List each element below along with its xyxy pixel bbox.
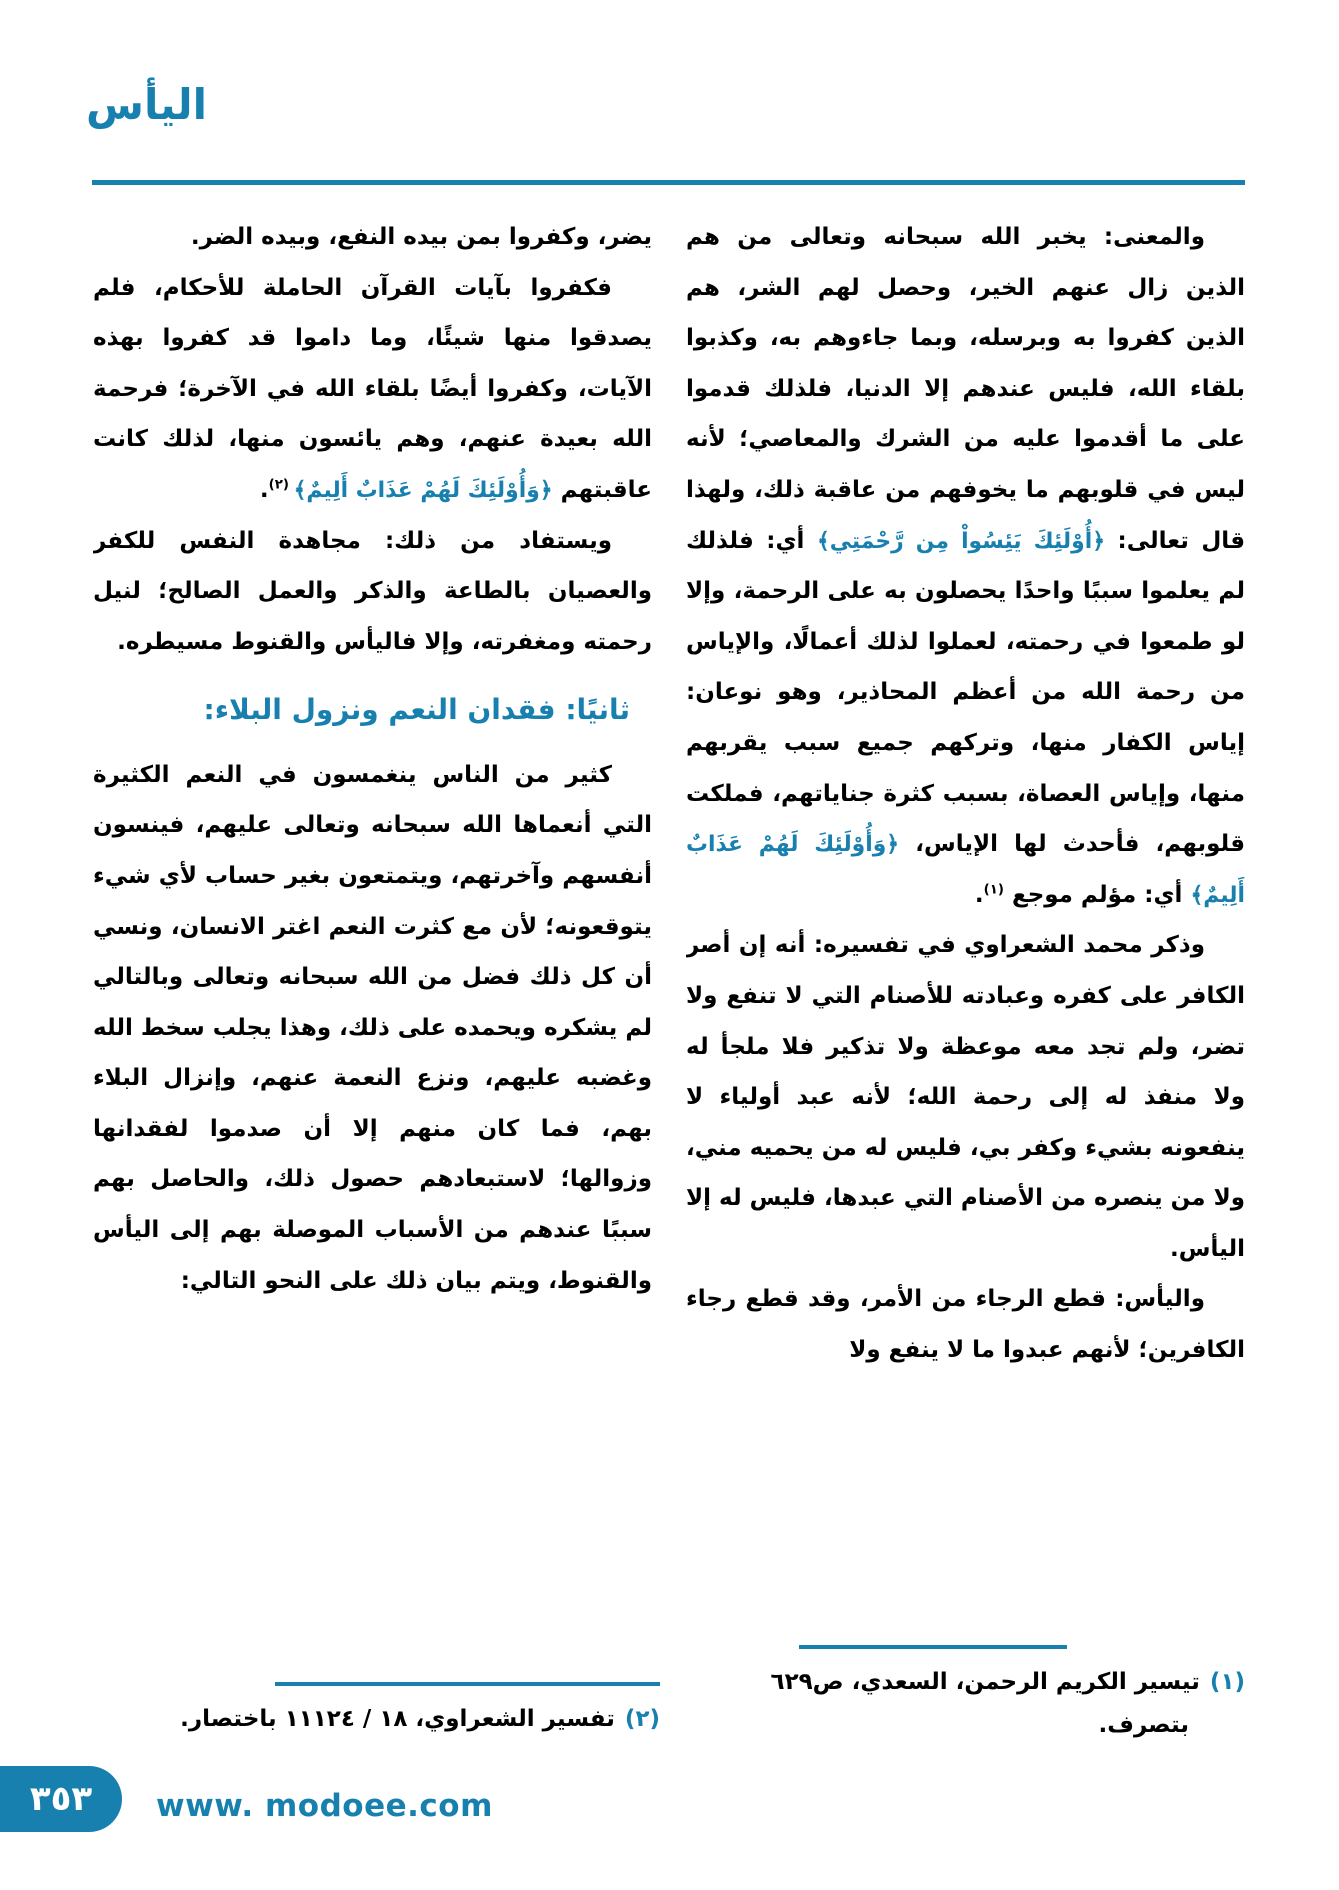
quran-verse: ﴿أُوْلَئِكَ يَئِسُواْ مِن رَّحْمَتِي﴾ [816,528,1106,554]
footnote-number: (٢) [624,1706,660,1732]
paragraph [93,750,652,1307]
body-text: والمعنى: يخبر الله سبحانه وتعالى من هم الذين زال عنهم الخير، وحصل لهم الشر، هم الذين كفروا به وبرسله، وبما جاءوهم به، وكذبوا بلقاء الله، فليس عندهم إلا الدنيا، فلذلك قدموا على ما أقدموا عليه من الشرك والمعاصي؛ لأنه ليس في قلوبهم ما يخوفهم من عاقبة ذلك، ولهذا قال تعالى: [686,224,1245,554]
footnote-separator [799,1645,1067,1649]
paragraph [93,212,652,263]
column-left [93,212,652,1657]
page-content [93,212,1245,1657]
header-divider [92,180,1245,185]
body-text: فكفروا بآيات القرآن الحاملة للأحكام، فلم يصدقوا منها شيئًا، وما داموا قد كفروا بهذه الآيات، وكفروا أيضًا بلقاء الله في الآخرة؛ فرحمة الله بعيدة عنهم، وهم يائسون منها، لذلك كانت عاقبتهم [93,274,652,503]
body-text: ثانيًا: فقدان النعم ونزول البلاء: [203,693,630,727]
body-text: كثير من الناس ينغمسون في النعم الكثيرة التي أنعماها الله سبحانه وتعالى عليهم، فينسون أنفسهم وآخرتهم، ويتمتعون بغير حساب لأي شيء يتوقعونه؛ لأن مع كثرت النعم اغتر الانسان، ونسي أن كل ذلك فضل من الله سبحانه وتعالى وبالتالي لم يشكره ويحمده على ذلك، وهذا يجلب سخط الله وغضبه عليهم، ونزع النعمة عنهم، وإنزال البلاء بهم، فما كان منهم إلا أن صدموا لفقدانها وزوالها؛ لاستبعادهم حصول ذلك، والحاصل بهم سببًا عندهم من الأسباب الموصلة بهم إلى اليأس والقنوط، ويتم بيان ذلك على النحو التالي: [93,761,652,1294]
footnote-text: تيسير الكريم الرحمن، السعدي، ص٦٢٩ بتصرف. [770,1669,1200,1738]
body-text: يضر، وكفروا بمن بيده النفع، وبيده الضر. [190,224,652,250]
footnote [689,1661,1245,1746]
paragraph [686,212,1245,920]
footnote-separator [275,1682,660,1686]
column-right [686,212,1245,1657]
footnote-number: (١) [1209,1669,1245,1695]
paragraph [686,1274,1245,1375]
footnote-marker: (٢) [268,477,294,493]
quran-verse: ﴿وَأُوْلَئِكَ لَهُمْ عَذَابٌ أَلِيمٌ﴾ [686,832,1245,908]
quran-verse: ﴿وَأُوْلَئِكَ لَهُمْ عَذَابٌ أَلِيمٌ﴾ [293,477,553,503]
body-text: ويستفاد من ذلك: مجاهدة النفس للكفر والعصيان بالطاعة والذكر والعمل الصالح؛ لنيل رحمته ومغفرته، وإلا فاليأس والقنوط مسيطره. [93,527,652,655]
footnote-text: تفسير الشعراوي، ١٨ / ١١١٢٤ باختصار. [180,1706,615,1732]
footnote-block-left [95,1682,660,1741]
page-number-badge [0,1766,122,1832]
section-heading [93,685,652,735]
body-text: أي: مؤلم موجع [1003,881,1191,908]
footnote-marker: (١) [983,882,1004,898]
footnote [95,1698,660,1741]
body-text: أي: فلذلك لم يعلموا سببًا واحدًا يحصلون به على الرحمة، وإلا لو طمعوا في رحمته، لعملوا لذلك أعمالًا، والإياس من رحمة الله من أعظم المحاذير، وهو نوعان: إياس الكفار منها، وتركهم جميع سبب يقربهم منها، وإياس العصاة، بسبب كثرة جناياتهم، فملكت قلوبهم، فأحدث لها الإياس، [686,527,1245,858]
paragraph [93,516,652,668]
body-text: . [259,476,269,503]
paragraph [93,263,652,516]
body-text: واليأس: قطع الرجاء من الأمر، وقد قطع رجاء الكافرين؛ لأنهم عبدوا ما لا ينفع ولا [686,1286,1245,1364]
body-text: . [974,881,984,908]
footnote-block-right [686,1645,1245,1746]
page-number: ٣٥٣ [29,1779,93,1819]
body-text: وذكر محمد الشعراوي في تفسيره: أنه إن أصر الكافر على كفره وعبادته للأصنام التي لا تنفع ولا تضر، ولم تجد معه موعظة ولا تذكير فلا ملجأ له ولا منفذ له إلى رحمة الله؛ لأنه عبد أولياء لا ينفعونه بشيء وكفر بي، فليس له من يحميه مني، ولا من ينصره من الأصنام التي عبدها، فليس له إلا اليأس. [686,932,1245,1262]
website-url: www. modoee.com [156,1788,493,1824]
page-header-title: اليأس [86,80,208,129]
paragraph [686,920,1245,1274]
